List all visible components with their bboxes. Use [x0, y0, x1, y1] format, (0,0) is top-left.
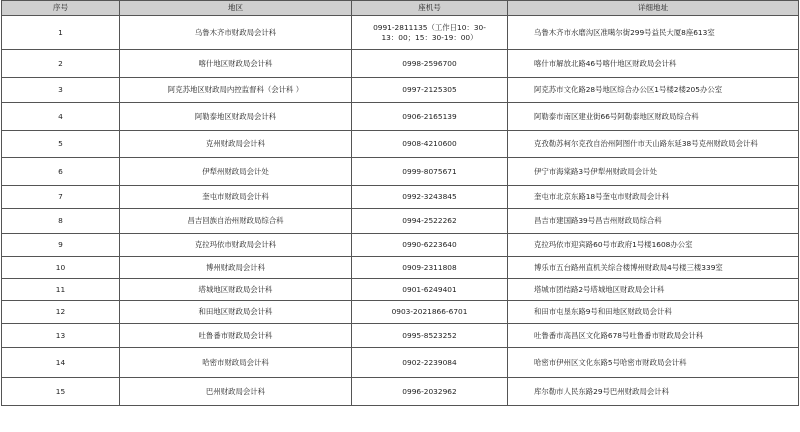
address: 喀什市解放北路46号喀什地区财政局会计科: [508, 50, 799, 78]
phone-number: 0909-2311808: [402, 262, 457, 272]
phone-cell: [352, 50, 508, 78]
phone-number: 0998-2596700: [402, 58, 457, 68]
phone-cell: [352, 209, 508, 234]
row-index: 12: [2, 301, 120, 324]
row-index: 10: [2, 257, 120, 279]
header-address: 详细地址: [508, 1, 799, 16]
table-row: [2, 50, 799, 78]
table-row: [2, 103, 799, 131]
phone-cell: [352, 103, 508, 131]
region-name: 阿克苏地区财政局内控监督科（会计科 ）: [120, 78, 352, 103]
region-name: 塔城地区财政局会计科: [120, 279, 352, 301]
phone-number: 0995-8523252: [402, 330, 457, 340]
address: 哈密市伊州区文化东路5号哈密市财政局会计科: [508, 348, 799, 378]
phone-number: 0908-4210600: [402, 139, 457, 148]
row-index: 2: [2, 50, 120, 78]
table-row: [2, 279, 799, 301]
address: 和田市屯垦东路9号和田地区财政局会计科: [508, 301, 799, 324]
region-name: 阿勒泰地区财政局会计科: [120, 103, 352, 131]
phone-cell: [352, 279, 508, 301]
address: 阿勒泰市南区建业街66号阿勒泰地区财政局综合科: [508, 103, 799, 131]
address: 吐鲁番市高昌区文化路678号吐鲁番市财政局会计科: [508, 324, 799, 348]
phone-number: 0991-2811135（工作日10：30-: [373, 22, 486, 32]
phone-number: 0903-2021866-6701: [391, 307, 468, 316]
phone-number: 0997-2125305: [402, 85, 457, 94]
address: 阿克苏市文化路28号地区综合办公区1号楼2楼205办公室: [508, 78, 799, 103]
row-index: 14: [2, 348, 120, 378]
phone-cell: [352, 234, 508, 257]
phone-number: 0999-8075671: [402, 166, 457, 176]
phone-number: 0906-2165139: [402, 111, 457, 121]
table-body: [2, 16, 799, 406]
address: 伊宁市海棠路3号伊犁州财政局会计处: [508, 158, 799, 186]
phone-number: 0902-2239084: [402, 357, 457, 367]
row-index: 11: [2, 279, 120, 301]
header-region: 地区: [120, 1, 352, 16]
header-index: 序号: [2, 1, 120, 16]
region-name: 和田地区财政局会计科: [120, 301, 352, 324]
row-index: 13: [2, 324, 120, 348]
phone-number: 0996-2032962: [402, 386, 457, 396]
table-row: [2, 131, 799, 158]
table-row: [2, 301, 799, 324]
table-row: [2, 348, 799, 378]
region-name: 吐鲁番市财政局会计科: [120, 324, 352, 348]
address: 克拉玛依市迎宾路60号市政府1号楼1608办公室: [508, 234, 799, 257]
row-index: 8: [2, 209, 120, 234]
phone-cell: [352, 257, 508, 279]
region-name: 博州财政局会计科: [120, 257, 352, 279]
address: 库尔勒市人民东路29号巴州财政局会计科: [508, 378, 799, 406]
phone-cell: [352, 348, 508, 378]
region-name: 昌吉回族自治州财政局综合科: [120, 209, 352, 234]
region-name: 巴州财政局会计科: [120, 378, 352, 406]
address: 昌吉市建国路39号昌吉州财政局综合科: [508, 209, 799, 234]
row-index: 15: [2, 378, 120, 406]
row-index: 1: [2, 16, 120, 50]
phone-cell: [352, 378, 508, 406]
region-name: 哈密市财政局会计科: [120, 348, 352, 378]
region-name: 奎屯市财政局会计科: [120, 186, 352, 209]
header-phone: 座机号: [352, 1, 508, 16]
row-index: 9: [2, 234, 120, 257]
phone-cell: [352, 158, 508, 186]
region-name: 克拉玛依市财政局会计科: [120, 234, 352, 257]
region-name: 伊犁州财政局会计处: [120, 158, 352, 186]
address: 克孜勒苏柯尔克孜自治州阿图什市天山路东延38号克州财政局会计科: [508, 131, 799, 158]
row-index: 4: [2, 103, 120, 131]
table-row: [2, 158, 799, 186]
phone-hours: 13：00；15：30-19：00）: [381, 32, 478, 42]
table-row: [2, 78, 799, 103]
address: 博乐市五台路州直机关综合楼博州财政局4号楼三楼339室: [508, 257, 799, 279]
region-name: 喀什地区财政局会计科: [120, 50, 352, 78]
table-row: [2, 16, 799, 50]
table-row: [2, 209, 799, 234]
region-name: 克州财政局会计科: [120, 131, 352, 158]
table-row: [2, 234, 799, 257]
row-index: 3: [2, 78, 120, 103]
region-name: 乌鲁木齐市财政局会计科: [120, 16, 352, 50]
phone-cell: [352, 301, 508, 324]
address: 奎屯市北京东路18号奎屯市财政局会计科: [508, 186, 799, 209]
phone-number: 0994-2522262: [402, 216, 457, 225]
table-row: [2, 257, 799, 279]
row-index: 5: [2, 131, 120, 158]
contact-table: [1, 0, 799, 406]
address: 乌鲁木齐市水磨沟区准噶尔街299号益民大厦8座613室: [508, 16, 799, 50]
table-row: [2, 186, 799, 209]
table-row: [2, 324, 799, 348]
phone-cell: [352, 186, 508, 209]
row-index: 7: [2, 186, 120, 209]
phone-number: 0901-6249401: [402, 284, 457, 294]
phone-cell: [352, 16, 508, 50]
phone-number: 0990-6223640: [402, 240, 457, 249]
address: 塔城市团结路2号塔城地区财政局会计科: [508, 279, 799, 301]
table-header-row: [2, 1, 799, 16]
table-row: [2, 378, 799, 406]
phone-cell: [352, 324, 508, 348]
phone-number: 0992-3243845: [402, 192, 457, 201]
phone-cell: [352, 131, 508, 158]
row-index: 6: [2, 158, 120, 186]
phone-cell: [352, 78, 508, 103]
